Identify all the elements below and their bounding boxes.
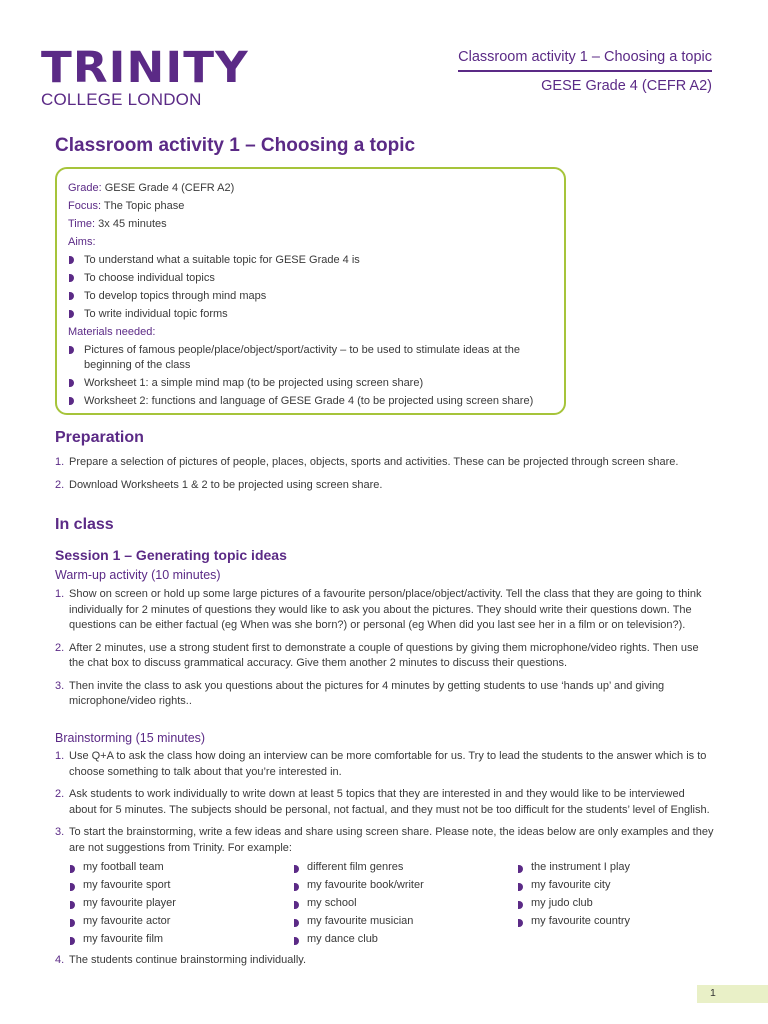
list-item: different film genres xyxy=(293,860,517,876)
list-item: 3. To start the brainstorming, write a few ideas and share using screen share. Please note, the ideas below are only examples and they are not suggestions from Trinity. For example: my football team my favourite sport my favourite player my favourite actor my favourite film different film genres my favourite book/writer my school my favourite musician my dance club the instrument I play my favourite city my judo club my favourite country xyxy=(55,825,715,950)
list-item: my favourite actor xyxy=(69,914,293,930)
preparation-heading: Preparation xyxy=(55,429,144,446)
header-grade: GESE Grade 4 (CEFR A2) xyxy=(541,78,712,94)
list-item: Worksheet 1: a simple mind map (to be projected using screen share) xyxy=(68,374,550,392)
brainstorming-list xyxy=(55,749,715,976)
topic-examples xyxy=(69,860,715,950)
list-item: To understand what a suitable topic for GESE Grade 4 is xyxy=(68,251,564,269)
list-item: 4. The students continue brainstorming individually. xyxy=(55,954,307,966)
materials-label: Materials needed: xyxy=(68,326,156,338)
aims-list xyxy=(68,251,564,323)
list-item: Worksheet 2: functions and language of GESE Grade 4 (to be projected using screen share) xyxy=(68,392,550,410)
brainstorming-heading: Brainstorming (15 minutes) xyxy=(55,731,206,745)
document-title: Classroom activity 1 – Choosing a topic xyxy=(55,135,416,156)
list-item: my judo club xyxy=(517,896,717,912)
list-item: 2. After 2 minutes, use a strong student first to demonstrate a couple of questions by giving them microphone/video rights. Then use the chat box to discuss grammatical accuracy. Give them another 2 minutes to discuss their questions. xyxy=(55,641,699,669)
page-number: 1 xyxy=(697,985,768,1003)
list-item: 2. Download Worksheets 1 & 2 to be projected using screen share. xyxy=(55,478,383,491)
aims-label: Aims: xyxy=(68,236,96,248)
session-heading: Session 1 – Generating topic ideas xyxy=(55,547,287,563)
list-item: 3. Then invite the class to ask you questions about the pictures for 4 minutes by getting students to use ‘hands up’ and giving microphone/video rights.. xyxy=(55,679,665,707)
examples-column xyxy=(69,860,293,950)
trinity-logo xyxy=(41,43,249,110)
examples-column xyxy=(293,860,517,950)
preparation-list xyxy=(55,455,715,500)
logo-wordmark: TRINITY xyxy=(41,43,249,93)
list-item: the instrument I play xyxy=(517,860,717,876)
list-item: To develop topics through mind maps xyxy=(68,287,564,305)
activity-info-box xyxy=(55,167,566,415)
list-item: my football team xyxy=(69,860,293,876)
list-item: my dance club xyxy=(293,932,517,948)
warmup-heading: Warm-up activity (10 minutes) xyxy=(55,568,221,582)
list-item: To write individual topic forms xyxy=(68,305,564,323)
header-title: Classroom activity 1 – Choosing a topic xyxy=(458,49,712,72)
logo-subtitle: COLLEGE LONDON xyxy=(41,90,202,109)
time-line: Time: 3x 45 minutes xyxy=(68,218,167,230)
list-item: my favourite book/writer xyxy=(293,878,517,894)
grade-line: Grade: GESE Grade 4 (CEFR A2) xyxy=(68,182,235,194)
examples-column xyxy=(517,860,717,950)
list-item: 1. Prepare a selection of pictures of people, places, objects, sports and activities. These can be projected through screen share. xyxy=(55,456,679,468)
page-header xyxy=(458,49,712,94)
list-item: 2. Ask students to work individually to write down at least 5 topics that they are interested in and they would like to be interviewed about for 5 minutes. The subjects should be personal, not factual, and they must not be too difficult for the students’ level of English. xyxy=(55,788,710,816)
list-item: 1. Use Q+A to ask the class how doing an interview can be more comfortable for us. Try to lead the students to the answer which is to choose something to talk about that you’re interested in. xyxy=(55,750,707,778)
list-item: my favourite musician xyxy=(293,914,517,930)
list-item: my favourite city xyxy=(517,878,717,894)
list-item: my favourite film xyxy=(69,932,293,948)
list-item: 1. Show on screen or hold up some large pictures of a favourite person/place/object/activity. Tell the class that they are going to think individually for 2 minutes of questions they would like to ask you about the pictures. They should write their questions down. The questions can be either factual (eg When was she born?) or personal (eg When did you last see her in a film or on television?). xyxy=(55,588,702,631)
materials-list xyxy=(68,341,564,410)
list-item: To choose individual topics xyxy=(68,269,564,287)
list-item: my favourite country xyxy=(517,914,717,930)
in-class-heading: In class xyxy=(55,516,114,533)
warmup-list xyxy=(55,587,715,717)
list-item: Pictures of famous people/place/object/sport/activity – to be used to stimulate ideas at the beginning of the class xyxy=(68,341,550,374)
focus-line: Focus: The Topic phase xyxy=(68,200,185,212)
list-item: my favourite player xyxy=(69,896,293,912)
list-item: my favourite sport xyxy=(69,878,293,894)
list-item: my school xyxy=(293,896,517,912)
